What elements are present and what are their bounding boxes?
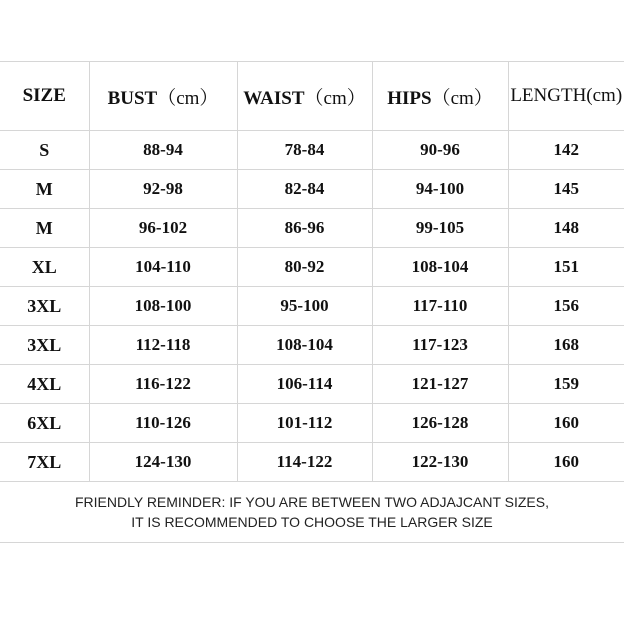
cell-size: M (0, 209, 89, 248)
cell-hips: 94-100 (372, 170, 508, 209)
header-size (0, 62, 89, 131)
header-row (0, 62, 624, 131)
cell-size: XL (0, 248, 89, 287)
cell-length: 156 (508, 287, 624, 326)
table-row (0, 209, 624, 248)
header-size-label: SIZE (22, 85, 66, 106)
cell-hips: 117-110 (372, 287, 508, 326)
cell-bust: 108-100 (89, 287, 237, 326)
header-bust-unit: （cm） (157, 87, 219, 109)
cell-bust: 96-102 (89, 209, 237, 248)
cell-hips: 90-96 (372, 131, 508, 170)
cell-length: 159 (508, 365, 624, 404)
header-waist-unit: （cm） (304, 87, 366, 109)
cell-length: 168 (508, 326, 624, 365)
cell-size: 3XL (0, 326, 89, 365)
cell-waist: 101-112 (237, 404, 372, 443)
cell-length: 148 (508, 209, 624, 248)
cell-hips: 121-127 (372, 365, 508, 404)
header-waist (237, 62, 372, 131)
table-row (0, 248, 624, 287)
header-bust-label: BUST (107, 87, 158, 109)
header-hips-unit: （cm） (431, 87, 493, 109)
size-chart-header (0, 62, 624, 131)
size-chart-body (0, 131, 624, 482)
table-row (0, 404, 624, 443)
cell-hips: 117-123 (372, 326, 508, 365)
cell-hips: 108-104 (372, 248, 508, 287)
cell-waist: 78-84 (237, 131, 372, 170)
header-length-label: LENGTH (510, 85, 587, 106)
cell-size: S (0, 131, 89, 170)
cell-bust: 88-94 (89, 131, 237, 170)
cell-bust: 104-110 (89, 248, 237, 287)
cell-size: 7XL (0, 443, 89, 482)
header-length (508, 62, 624, 131)
header-hips-label: HIPS (387, 87, 432, 109)
cell-size: 3XL (0, 287, 89, 326)
header-hips (372, 62, 508, 131)
table-row (0, 365, 624, 404)
friendly-reminder (0, 486, 624, 543)
cell-hips: 99-105 (372, 209, 508, 248)
cell-size: 6XL (0, 404, 89, 443)
cell-waist: 95-100 (237, 287, 372, 326)
header-waist-label: WAIST (243, 87, 305, 109)
cell-waist: 86-96 (237, 209, 372, 248)
table-row (0, 287, 624, 326)
header-length-unit: (cm) (586, 85, 623, 106)
cell-length: 160 (508, 443, 624, 482)
cell-bust: 110-126 (89, 404, 237, 443)
cell-length: 151 (508, 248, 624, 287)
table-row (0, 170, 624, 209)
cell-length: 145 (508, 170, 624, 209)
cell-hips: 126-128 (372, 404, 508, 443)
header-bust (89, 62, 237, 131)
cell-size: 4XL (0, 365, 89, 404)
cell-waist: 106-114 (237, 365, 372, 404)
table-row (0, 326, 624, 365)
cell-bust: 92-98 (89, 170, 237, 209)
cell-waist: 108-104 (237, 326, 372, 365)
cell-bust: 124-130 (89, 443, 237, 482)
cell-hips: 122-130 (372, 443, 508, 482)
cell-length: 160 (508, 404, 624, 443)
cell-waist: 82-84 (237, 170, 372, 209)
table-row (0, 131, 624, 170)
cell-size: M (0, 170, 89, 209)
size-chart-table (0, 61, 624, 482)
cell-waist: 114-122 (237, 443, 372, 482)
reminder-line-2: IT IS RECOMMENDED TO CHOOSE THE LARGER SIZE (131, 514, 493, 530)
reminder-line-1: FRIENDLY REMINDER: IF YOU ARE BETWEEN TWO ADJAJCANT SIZES, (74, 494, 549, 510)
cell-waist: 80-92 (237, 248, 372, 287)
cell-bust: 116-122 (89, 365, 237, 404)
cell-length: 142 (508, 131, 624, 170)
table-row (0, 443, 624, 482)
cell-bust: 112-118 (89, 326, 237, 365)
